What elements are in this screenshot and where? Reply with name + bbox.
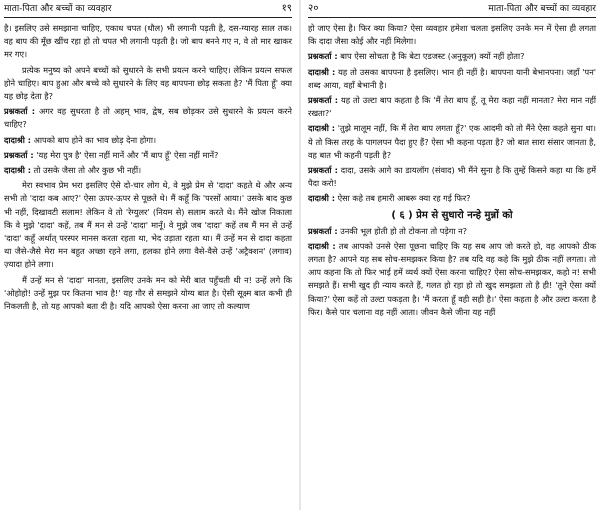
paragraph-text: यह तो उल्टा बाप कहता है कि 'मैं तेरा बाप हूँ, तू मेरा कहा नहीं मानता? मेरा मान नहीं रखता?' (308, 95, 596, 119)
paragraph (4, 149, 292, 162)
paragraph (4, 274, 292, 314)
paragraph-text: बाप ऐसा सोचता है कि बेटा एडजस्ट (अनुकूल) क्यों नहीं होता? (337, 51, 525, 62)
paragraph-text: हो जाए ऐसा है। फिर क्या किया? ऐसा व्यवहार हमेशा चलता इसलिए उनके मन में ऐसा ही लगता कि दादा जैसा कोई और नहीं मिलेगा। (308, 23, 596, 47)
left-page (0, 0, 298, 510)
paragraph-text: मैं उन्हें मन से 'दादा' मानता, इसलिए उनके मन को मेरी बात पहुँचती थी न! उन्हें लगे कि 'ओहोहो! उन्हें मुझ पर कितना भाव है!' यह गौर से समझने योग्य बात है। ऐसी सूक्ष्म बात कभी ही निकलती है, तो यह आपको बता दी है। यदि आपको ऐसा करना आ जाए तो कल्याण (4, 274, 292, 312)
paragraph (308, 94, 596, 120)
speaker-label: प्रश्नकर्ता : (308, 225, 338, 236)
paragraph (308, 164, 596, 190)
left-header-title: माता-पिता और बच्चों का व्यवहार (4, 4, 112, 14)
left-page-header (4, 0, 292, 18)
paragraph (308, 66, 596, 92)
speaker-label: दादाश्री : (308, 66, 336, 77)
left-page-body (4, 22, 292, 313)
paragraph (308, 22, 596, 48)
paragraph (308, 122, 596, 162)
paragraph-text: 'यह मेरा पुत्र है' ऐसा नहीं मानें और 'मैं बाप हूँ' ऐसा नहीं मानें? (33, 149, 219, 160)
paragraph-text: यह तो उसका बापपना है इसलिए। भान ही नहीं है। बापपना यानी बेभानपना। जहाँ 'पन' शब्द आया, वहाँ बेभानी है। (308, 66, 596, 90)
book-gutter (299, 0, 301, 510)
left-page-number: १९ (281, 3, 292, 14)
speaker-label: दादाश्री : (4, 134, 31, 145)
paragraph (4, 134, 292, 147)
section-heading: ( ६ ) प्रेम से सुधारो नन्हे मुन्नों को (391, 209, 513, 221)
paragraph-text: उनकी भूल होती हो तो टोकना तो पड़ेगा न? (337, 225, 467, 236)
paragraph (4, 164, 292, 177)
right-header-title: माता-पिता और बच्चों का व्यवहार (488, 4, 596, 14)
right-page-header (308, 0, 596, 18)
speaker-label: प्रश्नकर्ता : (308, 51, 338, 62)
paragraph (4, 22, 292, 62)
right-page (302, 0, 600, 510)
speaker-label: दादाश्री : (308, 193, 335, 204)
paragraph-text: आपको बाप होने का भाव छोड़ देना होगा। (30, 134, 157, 145)
paragraph-text: दादा, उसके आगे का डायलॉग (संवाद) भी मैंने सुना है कि तुम्हें किसने कहा था कि हमें पैदा करो! (308, 165, 596, 189)
paragraph (308, 225, 596, 238)
speaker-label: प्रश्नकर्ता : (4, 106, 36, 117)
speaker-label: दादाश्री : (308, 240, 336, 251)
right-page-body (308, 22, 596, 319)
speaker-label: प्रश्नकर्ता : (308, 165, 338, 176)
paragraph (308, 240, 596, 319)
paragraph-text: प्रत्येक मनुष्य को अपने बच्चों को सुधारने के सभी प्रयत्न करने चाहिए। लेकिन प्रयत्न सफल होने चाहिए। बाप हुआ और बच्चे को सुधारने के लिए वह बापपना छोड़ सकता है? 'मैं पिता हूँ' क्या यह छोड़ देता है? (4, 64, 292, 102)
right-page-number: २० (308, 3, 319, 14)
speaker-label: दादाश्री : (4, 165, 31, 176)
speaker-label: दादाश्री : (308, 123, 336, 134)
paragraph-text: अगर वह सुधरता है तो अहम्‌ भाव, द्वेष, सब छोड़कर उसे सुधारने के प्रयत्न करने चाहिए? (4, 106, 292, 130)
paragraph-text: है। इसलिए उसे समझाना चाहिए, एकाध चपत (धौल) भी लगानी पड़ती है, दस-ग्यारह साल तक। वह बाप की मूँछ खींच रहा हो तो चपत भी लगानी पड़ती है। जो बाप बनने गए न, वे तो मार खाकर मर गए। (4, 23, 292, 60)
paragraph (308, 50, 596, 63)
paragraph-text: ऐसा कहे तब हमारी आबरू क्या रह गई फिर? (334, 193, 471, 204)
paragraph-text: 'तुझे मालूम नहीं, कि मैं तेरा बाप लगता हूँ?' एक आदमी को तो मैंने ऐसा कहते सुना था। ये तो किस तरह के पागलपन पैदा हुए हैं? ऐसा भी कहना पड़ता है? जो बात सारा संसार जानता है, वह बात भी कहनी पड़ती है? (308, 123, 596, 160)
paragraph (4, 64, 292, 104)
paragraph-text: तो उसके जैसा तो और कुछ भी नहीं। (30, 165, 142, 176)
paragraph (4, 105, 292, 131)
speaker-label: प्रश्नकर्ता : (4, 149, 34, 160)
paragraph (4, 179, 292, 271)
paragraph-text: तब आपको उनसे ऐसा पूछना चाहिए कि यह सब आप जो करते हो, वह आपको ठीक लगता है? आपने यह सब सोच-समझकर किया है? तब यदि वह कहे कि मुझे ठीक नहीं लगता। तो आप कहना कि तो फिर भाई हमें व्यर्थ क्यों ऐसा करना चाहिए? ऐसा सोच-समझकर, कहो न! सभी समझते हैं। सभी खुद ही न्याय करते हैं, गलत हो रहा हो तो खुद समझता तो है ही! 'तूने ऐसा क्यों किया?' ऐसा कहें तो उल्टा पकड़ता है। 'मैं करता हूँ वही सही है।' ऐसा कहता है और उल्टा करता है फिर। कैसे पार चलाना वह नहीं आता। जीवन कैसे जीना यह नहीं (308, 240, 596, 317)
speaker-label: प्रश्नकर्ता : (308, 95, 338, 106)
paragraph (308, 192, 596, 205)
paragraph-text: मेरा स्वभाव प्रेम भरा इसलिए ऐसे दो-चार लोग थे, वे मुझे प्रेम से 'दादा' कहते थे और अन्य सभी तो 'दादा कब आए?' ऐसा ऊपर-ऊपर से पूछते थे। मैं कहूँ कि 'परसों आया।' उसके बाद कुछ भी नहीं, दिखावटी सलाम! लेकिन वे तो 'रेग्युलर' (नियम से) सलाम करते थे। मैंने खोज निकाला कि वे मुझे 'दादा' कहें, तब मैं मन से उन्हें 'दादा' मानूँ। वे मुझे जब 'दादा' कहें तब मैं मन से उन्हें 'दादा' कहूँ अर्थात्‌ परस्पर मानस करता रहता था, भेद उड़ाता रहता था। मैं उन्हें मन से दादा कहता था जैसे-जैसे मेरा मन बहुत अच्छा रहने लगा, हलका होने लगा वैसे-वैसे उन्हें 'अट्रैक्शन' (लगाव) ज़्यादा होने लगा। (4, 180, 292, 270)
